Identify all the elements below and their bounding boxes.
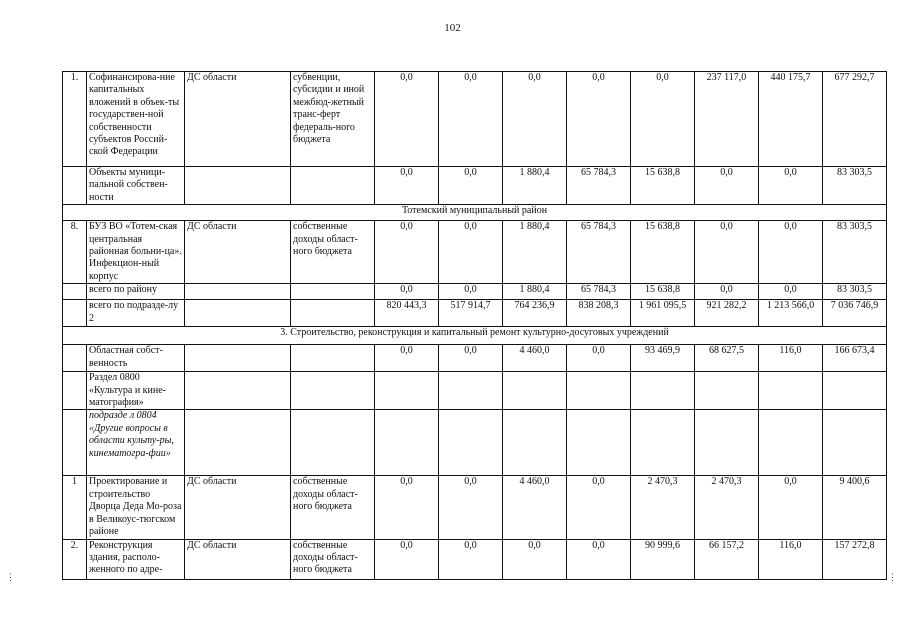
value-cell: 1 880,4 [503, 167, 567, 205]
customer [185, 167, 291, 205]
value-cell: 66 157,2 [695, 539, 759, 579]
value-cell: 0,0 [695, 284, 759, 300]
value-cell: 68 627,5 [695, 345, 759, 372]
row-number [63, 345, 87, 372]
value-cell: 0,0 [695, 167, 759, 205]
value-cell: 0,0 [439, 539, 503, 579]
value-cell: 2 470,3 [631, 476, 695, 539]
object-name: БУЗ ВО «Тотем-ская центральная районная больни-ца». Инфекцион-ный корпус [87, 221, 185, 284]
value-cell [439, 410, 503, 476]
customer: ДС области [185, 72, 291, 167]
table-row [63, 300, 887, 327]
customer: ДС области [185, 539, 291, 579]
funding-source [291, 345, 375, 372]
object-name: Раздел 0800 «Культура и кине-матография» [87, 372, 185, 410]
funding-source [291, 300, 375, 327]
row-number [63, 284, 87, 300]
value-cell: 93 469,9 [631, 345, 695, 372]
value-cell [695, 372, 759, 410]
page-number: 102 [444, 22, 461, 34]
value-cell: 764 236,9 [503, 300, 567, 327]
customer [185, 410, 291, 476]
value-cell: 0,0 [567, 539, 631, 579]
object-name: подразде л 0804 «Другие вопросы в области культу-ры, кинематогра-фии» [87, 410, 185, 476]
value-cell: 0,0 [375, 539, 439, 579]
value-cell: 15 638,8 [631, 284, 695, 300]
value-cell: 0,0 [439, 221, 503, 284]
section-header-row [63, 205, 887, 221]
value-cell: 0,0 [439, 284, 503, 300]
funding-source [291, 410, 375, 476]
value-cell: 4 460,0 [503, 476, 567, 539]
value-cell: 2 470,3 [695, 476, 759, 539]
table-row [63, 476, 887, 539]
value-cell [631, 410, 695, 476]
value-cell: 0,0 [567, 476, 631, 539]
table-row [63, 221, 887, 284]
row-number [63, 167, 87, 205]
value-cell: 65 784,3 [567, 167, 631, 205]
value-cell: 166 673,4 [823, 345, 887, 372]
value-cell: 921 282,2 [695, 300, 759, 327]
row-number: 1 [63, 476, 87, 539]
value-cell: 0,0 [375, 72, 439, 167]
value-cell [759, 372, 823, 410]
customer: ДС области [185, 476, 291, 539]
table-row [63, 372, 887, 410]
customer [185, 372, 291, 410]
value-cell: 0,0 [759, 476, 823, 539]
customer [185, 300, 291, 327]
value-cell: 1 880,4 [503, 284, 567, 300]
row-number: 8. [63, 221, 87, 284]
value-cell: 0,0 [759, 221, 823, 284]
value-cell: 90 999,6 [631, 539, 695, 579]
value-cell: 0,0 [439, 476, 503, 539]
funding-source: собственные доходы област-ного бюджета [291, 221, 375, 284]
value-cell [375, 410, 439, 476]
value-cell: 1 213 566,0 [759, 300, 823, 327]
value-cell: 237 117,0 [695, 72, 759, 167]
value-cell: 116,0 [759, 539, 823, 579]
value-cell: 838 208,3 [567, 300, 631, 327]
section-title: 3. Строительство, реконструкция и капитальный ремонт культурно-досуговых учреждений [63, 327, 887, 345]
funding-source: субвенции, субсидии и иной межбюд-жетный транс-ферт федераль-ного бюджета [291, 72, 375, 167]
value-cell: 7 036 746,9 [823, 300, 887, 327]
value-cell: 0,0 [439, 72, 503, 167]
customer [185, 345, 291, 372]
margin-mark-right: ⋮ [888, 572, 897, 582]
object-name: Объекты муници-пальной собствен-ности [87, 167, 185, 205]
value-cell: 9 400,6 [823, 476, 887, 539]
value-cell [759, 410, 823, 476]
row-number: 2. [63, 539, 87, 579]
value-cell [375, 372, 439, 410]
object-name: Областная собст-венность [87, 345, 185, 372]
value-cell: 0,0 [759, 284, 823, 300]
funding-source [291, 284, 375, 300]
row-number [63, 372, 87, 410]
row-number: 1. [63, 72, 87, 167]
value-cell [567, 410, 631, 476]
budget-table [62, 71, 887, 580]
table-row [63, 167, 887, 205]
customer: ДС области [185, 221, 291, 284]
value-cell [503, 372, 567, 410]
funding-source [291, 167, 375, 205]
value-cell: 517 914,7 [439, 300, 503, 327]
value-cell: 0,0 [567, 345, 631, 372]
value-cell: 820 443,3 [375, 300, 439, 327]
object-name: всего по подразде-лу 2 [87, 300, 185, 327]
section-title: Тотемский муниципальный район [63, 205, 887, 221]
customer [185, 284, 291, 300]
row-number [63, 410, 87, 476]
value-cell [823, 372, 887, 410]
value-cell: 0,0 [567, 72, 631, 167]
value-cell: 0,0 [759, 167, 823, 205]
value-cell: 4 460,0 [503, 345, 567, 372]
value-cell: 116,0 [759, 345, 823, 372]
value-cell [695, 410, 759, 476]
object-name: Реконструкция здания, располо-женного по адре- [87, 539, 185, 579]
value-cell: 1 880,4 [503, 221, 567, 284]
table-row [63, 410, 887, 476]
value-cell: 0,0 [375, 345, 439, 372]
value-cell: 0,0 [375, 221, 439, 284]
value-cell: 0,0 [375, 167, 439, 205]
table-row [63, 72, 887, 167]
value-cell: 0,0 [375, 476, 439, 539]
funding-source: собственные доходы област-ного бюджета [291, 476, 375, 539]
value-cell: 0,0 [375, 284, 439, 300]
table-row [63, 345, 887, 372]
value-cell: 15 638,8 [631, 221, 695, 284]
funding-source: собственные доходы област-ного бюджета [291, 539, 375, 579]
object-name: всего по району [87, 284, 185, 300]
row-number [63, 300, 87, 327]
value-cell: 0,0 [503, 539, 567, 579]
object-name: Софинансирова-ние капитальных вложений в объек-ты государствен-ной собственности субъектов Россий-ской Федерации [87, 72, 185, 167]
margin-mark-left: ⋮ [6, 572, 15, 582]
value-cell [823, 410, 887, 476]
value-cell: 677 292,7 [823, 72, 887, 167]
value-cell: 83 303,5 [823, 284, 887, 300]
value-cell: 15 638,8 [631, 167, 695, 205]
value-cell: 0,0 [503, 72, 567, 167]
funding-source [291, 372, 375, 410]
value-cell [567, 372, 631, 410]
value-cell: 1 961 095,5 [631, 300, 695, 327]
section-header-row [63, 327, 887, 345]
value-cell: 83 303,5 [823, 167, 887, 205]
value-cell: 0,0 [695, 221, 759, 284]
value-cell: 0,0 [439, 345, 503, 372]
value-cell: 157 272,8 [823, 539, 887, 579]
table-row [63, 539, 887, 579]
value-cell: 83 303,5 [823, 221, 887, 284]
value-cell [631, 372, 695, 410]
value-cell [503, 410, 567, 476]
table-row [63, 284, 887, 300]
value-cell: 0,0 [631, 72, 695, 167]
value-cell: 440 175,7 [759, 72, 823, 167]
value-cell: 65 784,3 [567, 284, 631, 300]
object-name: Проектирование и строительство Дворца Деда Мо-роза в Великоус-тюгском районе [87, 476, 185, 539]
value-cell [439, 372, 503, 410]
value-cell: 0,0 [439, 167, 503, 205]
value-cell: 65 784,3 [567, 221, 631, 284]
